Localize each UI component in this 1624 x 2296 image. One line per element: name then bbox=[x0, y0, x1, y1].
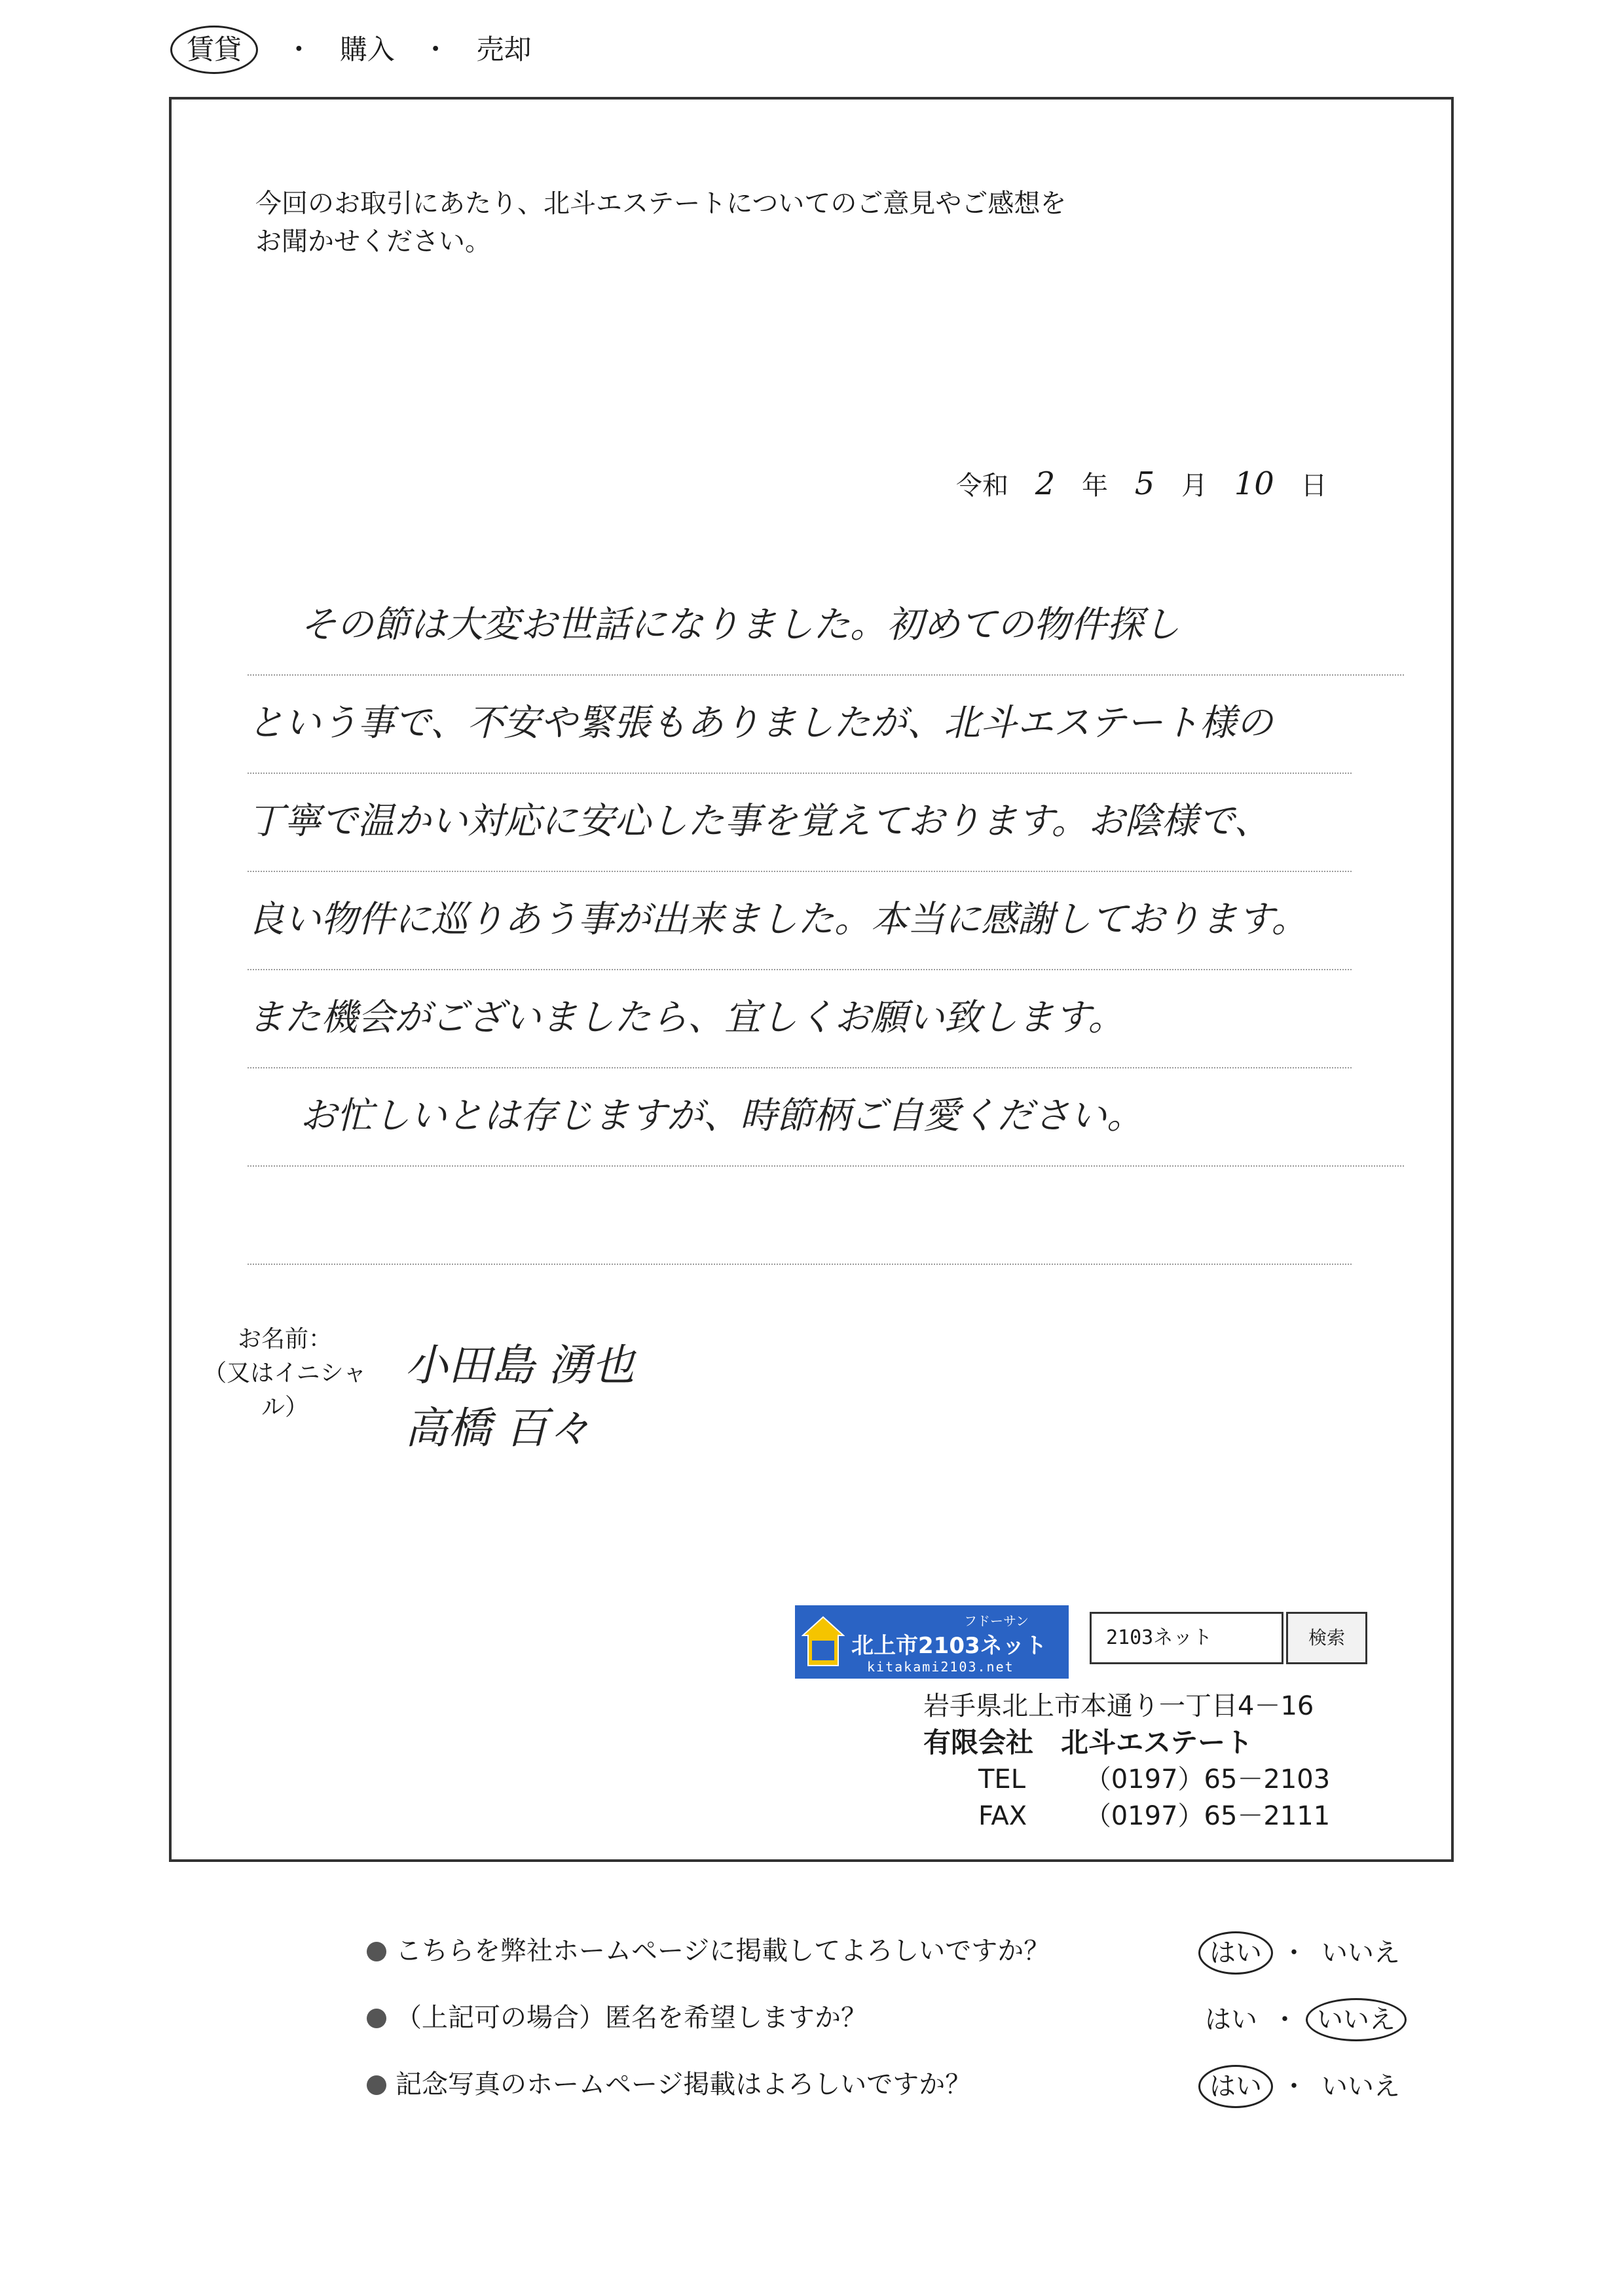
answer-separator: ・ bbox=[1272, 2005, 1298, 2035]
answer-yes[interactable]: はい bbox=[1198, 1931, 1273, 1975]
name-label bbox=[203, 1322, 367, 1425]
answer-1 bbox=[1198, 1931, 1407, 1975]
form-prompt bbox=[255, 185, 1066, 261]
name-label-main: お名前： bbox=[237, 1326, 332, 1353]
type-option-purchase[interactable]: 購入 bbox=[339, 33, 395, 65]
message-line[interactable]: という事で、不安や緊張もありましたが、北斗エステート様の bbox=[248, 674, 1352, 774]
fax-number: （0197）65－2111 bbox=[1084, 1801, 1331, 1831]
question-text: （上記可の場合）匿名を希望しますか？ bbox=[396, 2003, 867, 2033]
company-banner[interactable] bbox=[795, 1605, 1069, 1679]
bullet-icon bbox=[367, 1942, 386, 1961]
search-input[interactable]: 2103ネット bbox=[1090, 1612, 1283, 1664]
question-text: 記念写真のホームページ掲載はよろしいですか？ bbox=[396, 2069, 972, 2100]
question-text: こちらを弊社ホームページに掲載してよろしいですか？ bbox=[396, 1936, 1050, 1966]
message-line[interactable]: その節は大変お世話になりました。初めての物件探し bbox=[248, 576, 1404, 676]
message-line[interactable]: お忙しいとは存じますが、時節柄ご自愛ください。 bbox=[248, 1067, 1404, 1167]
banner-title: 北上市2103ネット bbox=[851, 1633, 1047, 1659]
type-separator: ・ bbox=[422, 33, 450, 65]
prompt-line-1: 今回のお取引にあたり、北斗エステートについてのご意見やご感想を bbox=[255, 189, 1067, 219]
tel-label: TEL bbox=[978, 1764, 1025, 1795]
date-day: 10 bbox=[1234, 465, 1274, 502]
prompt-line-2: お聞かせください。 bbox=[255, 227, 491, 257]
banner-ruby: フドーサン bbox=[964, 1613, 1029, 1629]
search-button[interactable]: 検索 bbox=[1286, 1612, 1367, 1664]
house-logo-icon bbox=[802, 1616, 845, 1667]
date-year-unit: 年 bbox=[1081, 471, 1108, 501]
date-year: 2 bbox=[1035, 465, 1056, 502]
date-month-unit: 月 bbox=[1181, 471, 1208, 501]
message-line[interactable] bbox=[248, 1165, 1352, 1265]
company-fax bbox=[923, 1798, 1330, 1834]
answer-no[interactable]: いいえ bbox=[1306, 1998, 1407, 2041]
answer-no[interactable]: いいえ bbox=[1321, 1938, 1400, 1968]
answer-no[interactable]: いいえ bbox=[1321, 2071, 1400, 2102]
type-separator: ・ bbox=[285, 33, 313, 65]
answer-yes[interactable]: はい bbox=[1205, 2005, 1257, 2035]
company-name: 有限会社 北斗エステート bbox=[923, 1726, 1253, 1758]
answer-2 bbox=[1198, 1998, 1407, 2041]
date-field[interactable] bbox=[956, 465, 1327, 502]
bullet-icon bbox=[367, 2075, 386, 2095]
date-day-unit: 日 bbox=[1301, 471, 1327, 501]
question-2 bbox=[367, 1998, 867, 2037]
answer-yes[interactable]: はい bbox=[1198, 2065, 1273, 2108]
message-line[interactable]: 良い物件に巡りあう事が出来ました。本当に感謝しております。 bbox=[248, 871, 1352, 970]
company-tel bbox=[923, 1761, 1330, 1798]
type-option-rental[interactable]: 賃貸 bbox=[170, 26, 258, 74]
name-value-1[interactable]: 小田島 湧也 bbox=[405, 1340, 635, 1391]
banner-url: kitakami2103.net bbox=[867, 1659, 1014, 1675]
date-era: 令和 bbox=[956, 471, 1008, 501]
bullet-icon bbox=[367, 2009, 386, 2028]
message-line[interactable]: また機会がございましたら、宜しくお願い致します。 bbox=[248, 969, 1352, 1068]
question-3 bbox=[367, 2065, 971, 2104]
question-1 bbox=[367, 1931, 1050, 1971]
company-address: 岩手県北上市本通り一丁目4－16 bbox=[923, 1691, 1314, 1721]
name-value-2[interactable]: 高橋 百々 bbox=[405, 1403, 591, 1453]
answer-3 bbox=[1198, 2065, 1407, 2108]
name-label-sub: （又はイニシャル） bbox=[203, 1360, 367, 1421]
answer-separator: ・ bbox=[1281, 2071, 1307, 2102]
transaction-type-selector bbox=[170, 18, 532, 77]
message-line[interactable]: 丁寧で温かい対応に安心した事を覚えております。お陰様で、 bbox=[248, 773, 1352, 872]
type-option-sale[interactable]: 売却 bbox=[476, 33, 532, 65]
tel-number[interactable]: （0197）65－2103 bbox=[1084, 1764, 1331, 1795]
date-month: 5 bbox=[1134, 465, 1155, 502]
company-info bbox=[923, 1688, 1330, 1834]
fax-label: FAX bbox=[978, 1801, 1027, 1831]
answer-separator: ・ bbox=[1281, 1938, 1307, 1968]
